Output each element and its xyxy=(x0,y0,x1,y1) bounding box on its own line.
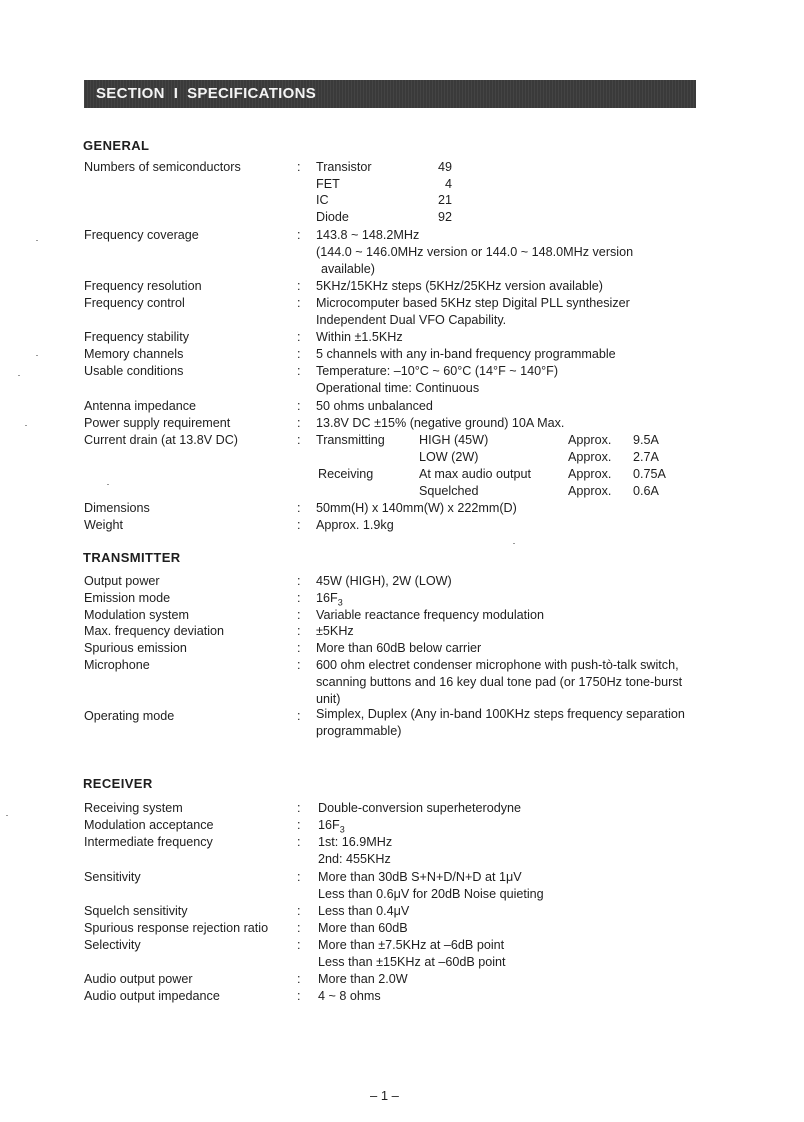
current-drain-approx: Approx. xyxy=(568,450,612,464)
colon: : xyxy=(297,347,301,361)
receiving-system-label: Receiving system xyxy=(84,801,183,815)
modulation-acceptance-value: $16F_3$ xyxy=(318,818,345,835)
spurious-emission-value: More than 60dB below carrier xyxy=(316,641,482,655)
semiconductor-count: 21 xyxy=(437,193,452,207)
dimensions-label: Dimensions xyxy=(84,501,150,515)
current-drain-amps: 9.5A xyxy=(633,433,659,447)
squelch-sensitivity-label: Squelch sensitivity xyxy=(84,904,188,918)
selectivity-value: Less than ±15KHz at –60dB point xyxy=(318,955,506,969)
colon: : xyxy=(297,330,301,344)
colon: : xyxy=(297,416,301,430)
emission-mode-label: Emission mode xyxy=(84,591,171,605)
frequency-control-value: Independent Dual VFO Capability. xyxy=(316,313,507,327)
memory-channels-value: 5 channels with any in-band frequency programmable xyxy=(316,347,616,361)
colon: : xyxy=(297,972,301,986)
colon: : xyxy=(297,835,301,849)
current-drain-amps: 0.6A xyxy=(633,484,659,498)
intermediate-frequency-value: 2nd: 455KHz xyxy=(318,852,391,866)
section-title: SECTION I SPECIFICATIONS xyxy=(96,85,317,102)
operating-mode-label: Operating mode xyxy=(84,709,175,723)
current-drain-amps: 2.7A xyxy=(633,450,659,464)
colon: : xyxy=(297,904,301,918)
frequency-coverage-value: available) xyxy=(321,262,375,276)
usable-conditions-value: Temperature: –10°C ~ 60°C (14°F ~ 140°F) xyxy=(316,364,559,378)
semiconductor-name: FET xyxy=(316,177,340,191)
semiconductor-name: IC xyxy=(316,193,329,207)
colon: : xyxy=(297,870,301,884)
frequency-stability-label: Frequency stability xyxy=(84,330,189,344)
modulation-system-label: Modulation system xyxy=(84,608,189,622)
audio-output-impedance-label: Audio output impedance xyxy=(84,989,220,1003)
scan-mark xyxy=(107,484,109,485)
colon: : xyxy=(297,279,301,293)
audio-output-power-value: More than 2.0W xyxy=(318,972,408,986)
colon: : xyxy=(297,501,301,515)
audio-output-impedance-value: 4 ~ 8 ohms xyxy=(318,989,381,1003)
frequency-coverage-value: 143.8 ~ 148.2MHz xyxy=(316,228,420,242)
frequency-control-value: Microcomputer based 5KHz step Digital PLL synthesizer xyxy=(316,296,630,310)
antenna-impedance-label: Antenna impedance xyxy=(84,399,197,413)
intermediate-frequency-label: Intermediate frequency xyxy=(84,835,213,849)
usable-conditions-label: Usable conditions xyxy=(84,364,184,378)
current-drain-transmitting: Transmitting xyxy=(316,433,385,447)
weight-value: Approx. 1.9kg xyxy=(316,518,394,532)
colon: : xyxy=(297,709,301,723)
output-power-label: Output power xyxy=(84,574,160,588)
colon: : xyxy=(297,818,301,832)
receiving-system-value: Double-conversion superheterodyne xyxy=(318,801,522,815)
power-supply-label: Power supply requirement xyxy=(84,416,231,430)
colon: : xyxy=(297,399,301,413)
current-drain-condition: Squelched xyxy=(419,484,479,498)
colon: : xyxy=(297,989,301,1003)
current-drain-approx: Approx. xyxy=(568,467,612,481)
modulation-system-value: Variable reactance frequency modulation xyxy=(316,608,544,622)
spurious-rejection-label: Spurious response rejection ratio xyxy=(84,921,269,935)
sensitivity-value: More than 30dB S+N+D/N+D at 1μV xyxy=(318,870,522,884)
sensitivity-label: Sensitivity xyxy=(84,870,141,884)
semiconductor-count: 49 xyxy=(437,160,452,174)
intermediate-frequency-value: 1st: 16.9MHz xyxy=(318,835,393,849)
transmitter-heading: TRANSMITTER xyxy=(83,550,181,565)
scan-mark xyxy=(18,375,20,376)
semiconductor-count: 92 xyxy=(437,210,452,224)
colon: : xyxy=(297,591,301,605)
selectivity-label: Selectivity xyxy=(84,938,141,952)
colon: : xyxy=(297,228,301,242)
squelch-sensitivity-value: Less than 0.4μV xyxy=(318,904,410,918)
colon: : xyxy=(297,641,301,655)
frequency-resolution-value: 5KHz/15KHz steps (5KHz/25KHz version available) xyxy=(316,279,603,293)
colon: : xyxy=(297,518,301,532)
current-drain-label: Current drain (at 13.8V DC) xyxy=(84,433,238,447)
usable-conditions-value: Operational time: Continuous xyxy=(316,381,480,395)
frequency-stability-value: Within ±1.5KHz xyxy=(316,330,403,344)
current-drain-condition: At max audio output xyxy=(419,467,532,481)
receiver-heading: RECEIVER xyxy=(83,776,153,791)
current-drain-approx: Approx. xyxy=(568,484,612,498)
general-heading: GENERAL xyxy=(83,138,150,153)
semiconductor-name: Transistor xyxy=(316,160,372,174)
colon: : xyxy=(297,364,301,378)
audio-output-power-label: Audio output power xyxy=(84,972,193,986)
page-number: – 1 – xyxy=(370,1088,399,1103)
output-power-value: 45W (HIGH), 2W (LOW) xyxy=(316,574,452,588)
colon: : xyxy=(297,433,301,447)
colon: : xyxy=(297,801,301,815)
current-drain-approx: Approx. xyxy=(568,433,612,447)
dimensions-value: 50mm(H) x 140mm(W) x 222mm(D) xyxy=(316,501,517,515)
selectivity-value: More than ±7.5KHz at –6dB point xyxy=(318,938,505,952)
sensitivity-value: Less than 0.6μV for 20dB Noise quieting xyxy=(318,887,544,901)
frequency-resolution-label: Frequency resolution xyxy=(84,279,202,293)
antenna-impedance-value: 50 ohms unbalanced xyxy=(316,399,433,413)
operating-mode-value: Simplex, Duplex (Any in-band 100KHz steps frequency separation programmable) xyxy=(316,707,685,738)
current-drain-amps: 0.75A xyxy=(633,467,666,481)
current-drain-receiving: Receiving xyxy=(318,467,374,481)
colon: : xyxy=(297,624,301,638)
scan-mark xyxy=(36,355,38,356)
frequency-control-label: Frequency control xyxy=(84,296,185,310)
microphone-label: Microphone xyxy=(84,658,150,672)
colon: : xyxy=(297,574,301,588)
spurious-emission-label: Spurious emission xyxy=(84,641,187,655)
colon: : xyxy=(297,658,301,672)
current-drain-condition: HIGH (45W) xyxy=(419,433,489,447)
max-deviation-value: ±5KHz xyxy=(316,624,354,638)
section-banner xyxy=(84,80,696,108)
semiconductor-name: Diode xyxy=(316,210,349,224)
colon: : xyxy=(297,160,301,174)
microphone-value: 600 ohm electret condenser microphone with push-tò-talk switch, scanning buttons and 16 key dual tone pad (or 1750Hz tone-burst unit) xyxy=(316,658,683,706)
scan-mark xyxy=(36,240,38,241)
colon: : xyxy=(297,921,301,935)
colon: : xyxy=(297,938,301,952)
semiconductors-label: Numbers of semiconductors xyxy=(84,160,241,174)
memory-channels-label: Memory channels xyxy=(84,347,184,361)
colon: : xyxy=(297,296,301,310)
scan-mark xyxy=(6,815,8,816)
scan-mark xyxy=(513,543,515,544)
spurious-rejection-value: More than 60dB xyxy=(318,921,408,935)
modulation-acceptance-label: Modulation acceptance xyxy=(84,818,214,832)
weight-label: Weight xyxy=(84,518,123,532)
max-deviation-label: Max. frequency deviation xyxy=(84,624,225,638)
power-supply-value: 13.8V DC ±15% (negative ground) 10A Max. xyxy=(316,416,565,430)
current-drain-condition: LOW (2W) xyxy=(419,450,479,464)
colon: : xyxy=(297,608,301,622)
scan-mark xyxy=(25,425,27,426)
frequency-coverage-value: (144.0 ~ 146.0MHz version or 144.0 ~ 148.0MHz version xyxy=(316,245,634,259)
emission-mode-value: $16F_3$ xyxy=(316,591,343,608)
frequency-coverage-label: Frequency coverage xyxy=(84,228,199,242)
semiconductor-count: 4 xyxy=(444,177,452,191)
